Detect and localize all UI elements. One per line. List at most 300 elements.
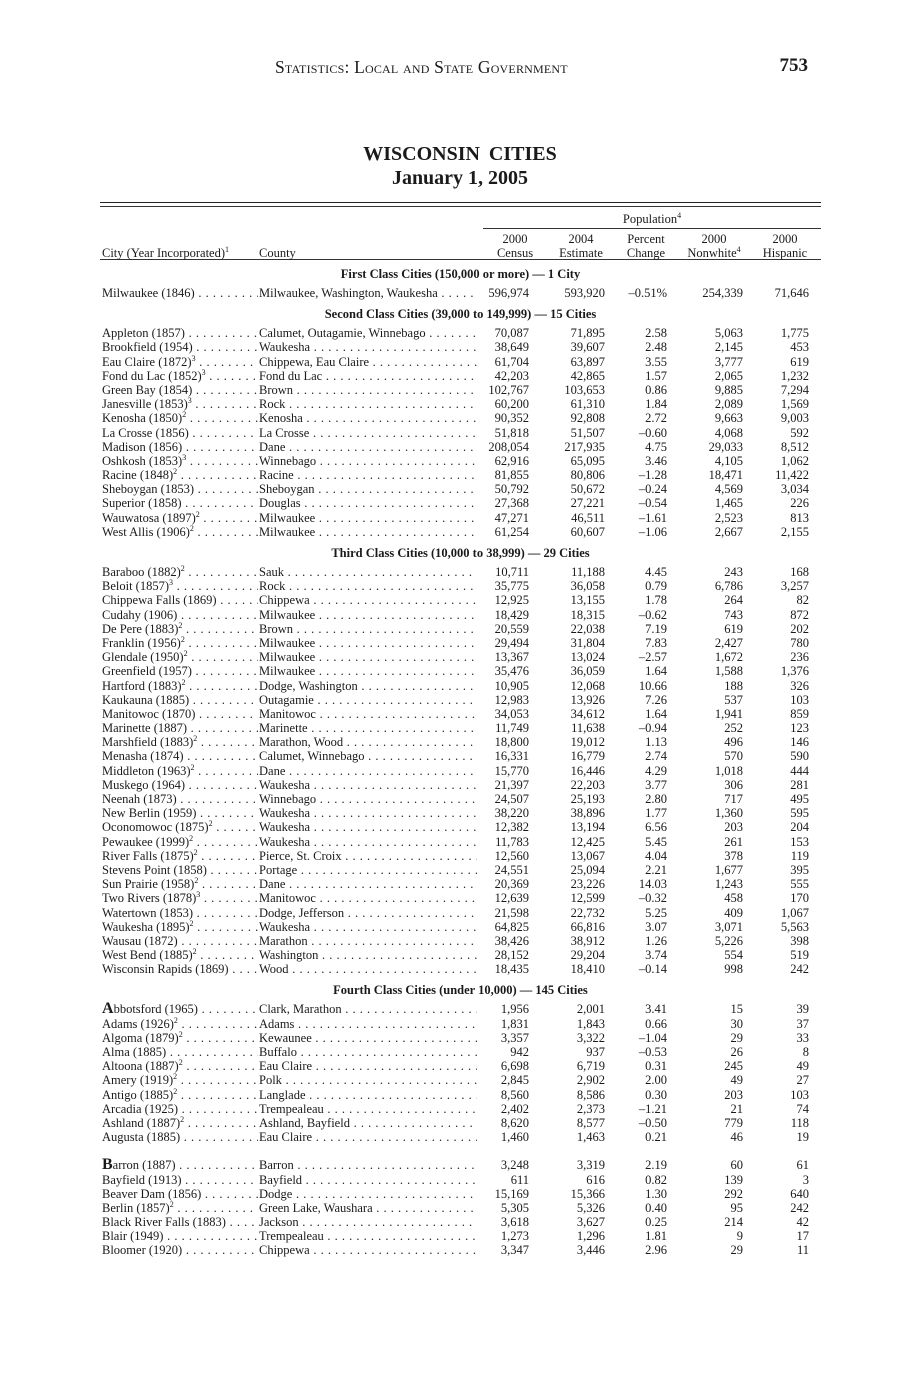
census-2000: 47,271	[494, 510, 529, 525]
population-group-rule	[483, 228, 821, 229]
census-2000: 50,792	[494, 482, 529, 497]
hispanic-2000: 11	[796, 1243, 809, 1258]
county-name: Trempealeau . . .	[259, 1229, 477, 1243]
estimate-2004: 50,672	[570, 482, 605, 497]
hispanic-2000: 619	[790, 354, 809, 369]
census-2000: 81,855	[494, 468, 529, 483]
estimate-2004: 36,058	[570, 579, 605, 594]
percent-change: 2.00	[645, 1073, 667, 1088]
county-name: Washington . . .	[259, 948, 477, 962]
nonwhite-2000: 2,089	[714, 397, 743, 412]
hispanic-2000: 103	[790, 1087, 809, 1102]
nonwhite-2000: 743	[724, 607, 743, 622]
census-2000: 38,220	[494, 806, 529, 821]
table-row	[100, 1031, 821, 1045]
city-name: Kenosha $(1850)^2$ . . .	[102, 411, 258, 425]
percent-change: 2.80	[645, 792, 667, 806]
nonwhite-2000: 1,465	[714, 496, 743, 511]
hispanic-2000: 118	[790, 1115, 809, 1130]
census-2000: 11,749	[495, 721, 529, 736]
title-line-1: WISCONSIN CITIES	[363, 143, 557, 165]
page-number: 753	[779, 55, 808, 76]
percent-change: –1.21	[638, 1101, 667, 1116]
census-2000: 38,426	[494, 933, 529, 948]
table-top-rule	[100, 202, 821, 203]
estimate-2004: 13,926	[570, 692, 605, 707]
nonwhite-2000: 30	[730, 1016, 743, 1031]
table-row	[100, 426, 821, 440]
cities-table	[100, 202, 821, 1265]
percent-change: 0.21	[645, 1130, 667, 1145]
census-2000: 29,494	[494, 635, 529, 650]
nonwhite-2000: 29,033	[708, 439, 743, 454]
nonwhite-2000: 21	[730, 1101, 743, 1116]
city-name: Wisconsin Rapids (1869) . . .	[102, 962, 258, 976]
estimate-2004: 42,865	[570, 368, 605, 383]
estimate-2004: 36,059	[570, 664, 605, 679]
county-name: Sauk . . .	[259, 565, 477, 579]
percent-change: –0.53	[638, 1045, 667, 1059]
census-2000: 90,352	[494, 411, 529, 426]
city-name: Glendale $(1950)^2$ . . .	[102, 650, 258, 664]
hispanic-2000: 8,512	[780, 439, 809, 454]
city-name: Abbotsford (1965) . . .	[102, 1002, 258, 1016]
census-2000: 35,476	[494, 664, 529, 679]
percent-change: 0.31	[645, 1059, 667, 1074]
estimate-2004: 2,902	[576, 1073, 605, 1088]
table-row	[100, 934, 821, 948]
estimate-2004: 51,507	[570, 425, 605, 440]
county-name: Ashland, Bayfield . . .	[259, 1116, 477, 1130]
hispanic-2000: 5,563	[780, 919, 809, 934]
nonwhite-2000: 214	[724, 1215, 743, 1230]
table-row	[100, 1116, 821, 1130]
county-name: Kenosha . . .	[259, 411, 477, 425]
county-name: Racine . . .	[259, 468, 477, 482]
hispanic-2000: 19	[796, 1130, 809, 1145]
estimate-2004: 27,221	[570, 496, 605, 511]
nonwhite-2000: 4,068	[714, 425, 743, 440]
census-2000: 27,368	[494, 496, 529, 511]
census-2000: 61,704	[494, 354, 529, 369]
estimate-2004: 1,463	[576, 1130, 605, 1145]
city-name: Muskego (1964) . . .	[102, 778, 258, 792]
percent-change: 14.03	[638, 877, 667, 892]
percent-change: 2.72	[645, 411, 667, 426]
county-name: Langlade . . .	[259, 1088, 477, 1102]
nonwhite-2000: 998	[724, 962, 743, 977]
section-title: Second Class Cities (39,000 to 149,999) — 15 Cities	[324, 307, 597, 322]
table-row	[100, 511, 821, 525]
table-row	[100, 849, 821, 863]
county-name: Brown . . .	[259, 383, 477, 397]
nonwhite-2000: 496	[724, 735, 743, 750]
nonwhite-2000: 2,145	[714, 340, 743, 355]
table-row	[100, 1073, 821, 1087]
city-name: Chippewa Falls (1869) . . .	[102, 593, 258, 607]
city-name: Menasha (1874) . . .	[102, 749, 258, 763]
percent-change: 3.77	[645, 777, 667, 792]
census-2000: 12,925	[494, 593, 529, 608]
percent-change: –0.50	[638, 1115, 667, 1130]
percent-change: 3.55	[645, 354, 667, 369]
county-name: Dodge, Jefferson . . .	[259, 906, 477, 920]
estimate-2004: 616	[586, 1172, 605, 1187]
census-2000: 60,200	[494, 397, 529, 412]
estimate-2004: 46,511	[571, 510, 605, 525]
table-row	[100, 749, 821, 763]
estimate-2004: 103,653	[564, 382, 605, 397]
city-name: Racine $(1848)^2$ . . .	[102, 468, 258, 482]
census-2000: 38,649	[494, 340, 529, 355]
table-row	[100, 679, 821, 693]
nonwhite-2000: 570	[724, 749, 743, 764]
percent-change: 7.19	[645, 621, 667, 636]
census-2000: 611	[510, 1172, 529, 1187]
table-row	[100, 440, 821, 454]
nonwhite-2000: 49	[730, 1073, 743, 1088]
estimate-2004: 65,095	[570, 453, 605, 468]
census-2000: 64,825	[494, 919, 529, 934]
percent-change: 6.56	[645, 820, 667, 835]
county-name: Wood . . .	[259, 962, 477, 976]
table-row	[100, 1130, 821, 1144]
percent-change: 1.77	[645, 806, 667, 821]
nonwhite-2000: 9,885	[714, 382, 743, 397]
nonwhite-2000: 18,471	[708, 468, 743, 483]
census-2000: 11,783	[495, 834, 529, 849]
city-name: Franklin $(1956)^2$ . . .	[102, 636, 258, 650]
table-row	[100, 286, 821, 300]
percent-change: 5.25	[645, 905, 667, 920]
percent-change: 7.83	[645, 635, 667, 650]
estimate-2004: 22,038	[570, 621, 605, 636]
nonwhite-2000: 203	[724, 820, 743, 835]
nonwhite-2000: 5,226	[714, 933, 743, 948]
table-row	[100, 369, 821, 383]
hispanic-2000: 204	[790, 820, 809, 835]
city-name: Janesville $(1853)^3$ . . .	[102, 397, 258, 411]
table-row	[100, 948, 821, 962]
county-name: Milwaukee . . .	[259, 608, 477, 622]
city-name: Green Bay (1854) . . .	[102, 383, 258, 397]
estimate-2004: 8,586	[576, 1087, 605, 1102]
county-name: Portage . . .	[259, 863, 477, 877]
census-2000: 1,956	[500, 1002, 529, 1017]
census-2000: 18,435	[494, 962, 529, 977]
city-name: Brookfield (1954) . . .	[102, 340, 258, 354]
census-2000: 12,983	[494, 692, 529, 707]
percent-change: 2.21	[645, 862, 667, 877]
hispanic-2000: 281	[790, 777, 809, 792]
title-line-2: January 1, 2005	[391, 167, 529, 189]
nonwhite-2000: 458	[724, 891, 743, 906]
hispanic-2000: 3,034	[780, 482, 809, 497]
hispanic-2000: 1,232	[780, 368, 809, 383]
percent-change: 2.48	[645, 340, 667, 355]
hispanic-2000: 395	[790, 862, 809, 877]
hispanic-2000: 326	[790, 678, 809, 693]
hispanic-2000: 595	[790, 806, 809, 821]
nonwhite-2000: 2,427	[714, 635, 743, 650]
estimate-2004: 3,319	[576, 1158, 605, 1173]
hispanic-2000: 592	[790, 425, 809, 440]
city-name: Bayfield (1913) . . .	[102, 1173, 258, 1187]
table-row	[100, 891, 821, 905]
nonwhite-2000: 29	[730, 1030, 743, 1045]
running-head-title: Statistics: Local and State Government	[275, 57, 568, 77]
percent-change: 0.30	[645, 1087, 667, 1102]
percent-change: –2.57	[638, 650, 667, 665]
table-row	[100, 1017, 821, 1031]
nonwhite-2000: 26	[730, 1045, 743, 1059]
city-name: Beaver Dam (1856) . . .	[102, 1187, 258, 1201]
nonwhite-2000: 29	[730, 1243, 743, 1258]
county-name: Douglas . . .	[259, 496, 477, 510]
county-name: Fond du Lac . . .	[259, 369, 477, 383]
nonwhite-2000: 243	[724, 565, 743, 579]
table-row	[100, 383, 821, 397]
hispanic-2000: 61	[796, 1158, 809, 1173]
census-2000: 42,203	[494, 368, 529, 383]
estimate-2004: 937	[586, 1045, 605, 1059]
table-row	[100, 820, 821, 834]
hispanic-2000: 17	[796, 1229, 809, 1244]
table-row	[100, 1173, 821, 1187]
county-name: Rock . . .	[259, 397, 477, 411]
hispanic-2000: 153	[790, 834, 809, 849]
hispanic-2000: 242	[790, 962, 809, 977]
county-name: Milwaukee . . .	[259, 511, 477, 525]
page-title	[0, 142, 907, 190]
county-name: Trempealeau . . .	[259, 1102, 477, 1116]
hispanic-2000: 242	[790, 1200, 809, 1215]
county-name: Milwaukee, Washington, Waukesha . . .	[259, 286, 477, 300]
table-row	[100, 1002, 821, 1016]
county-name: Winnebago . . .	[259, 454, 477, 468]
city-name: Fond du Lac $(1852)^3$ . . .	[102, 369, 258, 383]
county-name: Dane . . .	[259, 877, 477, 891]
section-title: First Class Cities (150,000 or more) — 1 City	[340, 267, 581, 281]
county-name: Sheboygan . . .	[259, 482, 477, 496]
county-name: Barron . . .	[259, 1158, 477, 1172]
census-2000: 1,831	[500, 1016, 529, 1031]
hispanic-2000: 1,569	[780, 397, 809, 412]
table-row	[100, 1201, 821, 1215]
table-body	[100, 267, 821, 1265]
percent-change: 1.64	[645, 664, 667, 679]
nonwhite-2000: 6,786	[714, 579, 743, 594]
table-row	[100, 355, 821, 369]
census-2000: 28,152	[494, 948, 529, 963]
table-row	[100, 1243, 821, 1257]
percent-change: 4.04	[645, 848, 667, 863]
nonwhite-2000: 4,105	[714, 453, 743, 468]
county-name: Milwaukee . . .	[259, 650, 477, 664]
table-row	[100, 863, 821, 877]
county-name: Milwaukee . . .	[259, 525, 477, 539]
table-row	[100, 1088, 821, 1102]
city-name: Sheboygan (1853) . . .	[102, 482, 258, 496]
table-row	[100, 326, 821, 340]
hispanic-2000: 37	[796, 1016, 809, 1031]
nonwhite-2000: 15	[730, 1002, 743, 1017]
hispanic-2000: 1,067	[780, 905, 809, 920]
city-name: Wauwatosa $(1897)^2$ . . .	[102, 511, 258, 525]
estimate-2004: 63,897	[570, 354, 605, 369]
percent-change: 0.79	[645, 579, 667, 594]
census-2000: 942	[510, 1045, 529, 1059]
county-name: Waukesha . . .	[259, 778, 477, 792]
table-row	[100, 693, 821, 707]
city-name: Milwaukee (1846) . . .	[102, 286, 258, 300]
estimate-2004: 80,806	[570, 468, 605, 483]
table-row	[100, 920, 821, 934]
hispanic-2000: 103	[790, 692, 809, 707]
city-name: Middleton $(1963)^2$ . . .	[102, 764, 258, 778]
table-row	[100, 482, 821, 496]
census-2000: 6,698	[500, 1059, 529, 1074]
city-name: Alma (1885) . . .	[102, 1045, 258, 1059]
table-row	[100, 735, 821, 749]
percent-change: –0.94	[638, 721, 667, 736]
nonwhite-2000: 306	[724, 777, 743, 792]
county-name: Milwaukee . . .	[259, 664, 477, 678]
estimate-2004: 12,425	[570, 834, 605, 849]
estimate-2004: 593,920	[564, 286, 605, 300]
city-name: Bloomer (1920) . . .	[102, 1243, 258, 1257]
percent-change: 2.96	[645, 1243, 667, 1258]
section-title: Third Class Cities (10,000 to 38,999) — 29 Cities	[331, 546, 590, 560]
estimate-2004: 2,001	[576, 1002, 605, 1017]
city-name: Beloit $(1857)^3$ . . .	[102, 579, 258, 593]
hispanic-2000: 226	[790, 496, 809, 511]
city-name: La Crosse (1856) . . .	[102, 426, 258, 440]
county-name: Dodge . . .	[259, 1187, 477, 1201]
county-name: Waukesha . . .	[259, 920, 477, 934]
percent-change: –0.62	[638, 607, 667, 622]
estimate-2004: 66,816	[570, 919, 605, 934]
estimate-2004: 13,194	[570, 820, 605, 835]
county-name: Dane . . .	[259, 440, 477, 454]
section-title: Fourth Class Cities (under 10,000) — 145 Cities	[333, 983, 588, 998]
nonwhite-2000: 378	[724, 848, 743, 863]
estimate-2004: 18,315	[570, 607, 605, 622]
percent-change: 1.64	[645, 706, 667, 721]
census-2000: 12,560	[494, 848, 529, 863]
city-name: Sun Prairie $(1958)^2$ . . .	[102, 877, 258, 891]
group-initial-letter: A	[102, 1002, 114, 1017]
census-2000: 20,369	[494, 877, 529, 892]
table-row	[100, 579, 821, 593]
table-row	[100, 608, 821, 622]
nonwhite-2000: 1,672	[714, 650, 743, 665]
table-row	[100, 707, 821, 721]
county-name: Clark, Marathon . . .	[259, 1002, 477, 1016]
nonwhite-2000: 409	[724, 905, 743, 920]
census-2000: 8,560	[500, 1087, 529, 1102]
nonwhite-2000: 1,941	[714, 706, 743, 721]
census-2000: 2,845	[500, 1073, 529, 1088]
nonwhite-2000: 95	[730, 1200, 743, 1215]
city-name: Adams $(1926)^2$ . . .	[102, 1017, 258, 1031]
estimate-2004: 16,446	[570, 763, 605, 778]
nonwhite-2000: 3,777	[714, 354, 743, 369]
table-row	[100, 1059, 821, 1073]
table-row	[100, 806, 821, 820]
estimate-2004: 60,607	[570, 524, 605, 539]
percent-change: 0.40	[645, 1200, 667, 1215]
census-2000: 21,598	[494, 905, 529, 920]
running-head	[275, 57, 808, 81]
header-nonwhite: 2000 Nonwhite$^4$	[687, 232, 741, 260]
nonwhite-2000: 3,071	[714, 919, 743, 934]
percent-change: –0.54	[638, 496, 667, 511]
hispanic-2000: 444	[790, 763, 809, 778]
census-2000: 10,905	[494, 678, 529, 693]
percent-change: 1.57	[645, 368, 667, 383]
table-row	[100, 650, 821, 664]
city-name: Madison (1856) . . .	[102, 440, 258, 454]
hispanic-2000: 39	[796, 1002, 809, 1017]
hispanic-2000: 813	[790, 510, 809, 525]
city-name: Antigo $(1885)^2$ . . .	[102, 1088, 258, 1102]
estimate-2004: 19,012	[570, 735, 605, 750]
city-name: Greenfield (1957) . . .	[102, 664, 258, 678]
city-name: Neenah (1873) . . .	[102, 792, 258, 806]
county-name: Green Lake, Waushara . . .	[259, 1201, 477, 1215]
hispanic-2000: 7,294	[780, 382, 809, 397]
hispanic-2000: 8	[802, 1045, 809, 1059]
census-2000: 16,331	[494, 749, 529, 764]
county-name: Manitowoc . . .	[259, 891, 477, 905]
county-name: Milwaukee . . .	[259, 636, 477, 650]
city-name: Eau Claire $(1872)^3$ . . .	[102, 355, 258, 369]
estimate-2004: 3,322	[576, 1030, 605, 1045]
percent-change: –1.04	[638, 1030, 667, 1045]
percent-change: 2.19	[645, 1158, 667, 1173]
census-2000: 10,711	[495, 565, 529, 579]
county-name: Marathon, Wood . . .	[259, 735, 477, 749]
estimate-2004: 1,296	[576, 1229, 605, 1244]
estimate-2004: 11,638	[571, 721, 605, 736]
header-percent-change: Percent Change	[626, 232, 666, 260]
percent-change: 3.46	[645, 453, 667, 468]
table-row	[100, 593, 821, 607]
county-name: Pierce, St. Croix . . .	[259, 849, 477, 863]
table-row	[100, 565, 821, 579]
nonwhite-2000: 619	[724, 621, 743, 636]
table-row	[100, 906, 821, 920]
census-2000: 13,367	[494, 650, 529, 665]
percent-change: 0.66	[645, 1016, 667, 1031]
city-name: Algoma $(1879)^2$ . . .	[102, 1031, 258, 1045]
hispanic-2000: 74	[796, 1101, 809, 1116]
hispanic-2000: 872	[790, 607, 809, 622]
hispanic-2000: 859	[790, 706, 809, 721]
census-2000: 18,800	[494, 735, 529, 750]
estimate-2004: 23,226	[570, 877, 605, 892]
hispanic-2000: 33	[796, 1030, 809, 1045]
nonwhite-2000: 2,667	[714, 524, 743, 539]
percent-change: –0.60	[638, 425, 667, 440]
percent-change: –0.51%	[628, 286, 667, 300]
table-header	[100, 207, 821, 259]
percent-change: 3.41	[645, 1002, 667, 1017]
city-name: Manitowoc (1870) . . .	[102, 707, 258, 721]
county-name: Jackson . . .	[259, 1215, 477, 1229]
nonwhite-2000: 9	[736, 1229, 743, 1244]
